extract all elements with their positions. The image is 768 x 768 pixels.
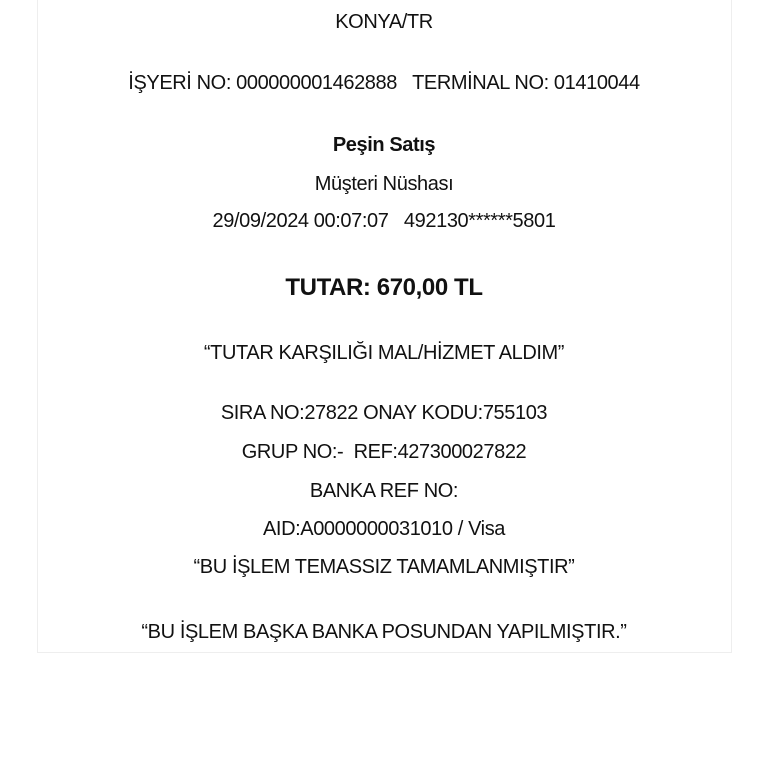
aid: AID:A0000000031010 / Visa [262, 518, 506, 540]
sequence-approval: SIRA NO:27822 ONAY KODU:755103 [220, 402, 548, 424]
acknowledgement: “TUTAR KARŞILIĞI MAL/HİZMET ALDIM” [203, 342, 565, 364]
bank-ref: BANKA REF NO: [309, 480, 459, 502]
other-bank-note: “BU İŞLEM BAŞKA BANKA POSUNDAN YAPILMIŞTIR.” [141, 621, 627, 643]
city: KONYA/TR [335, 11, 433, 33]
merchant-terminal-numbers: İŞYERİ NO: 000000001462888 TERMİNAL NO: 01410044 [128, 72, 640, 94]
amount: TUTAR: 670,00 TL [285, 274, 483, 301]
datetime-card-number: 29/09/2024 00:07:07 492130******5801 [212, 210, 556, 232]
transaction-type: Peşin Satış [332, 134, 436, 156]
group-ref: GRUP NO:- REF:427300027822 [241, 441, 527, 463]
copy-type: Müşteri Nüshası [314, 173, 454, 195]
contactless-note: “BU İŞLEM TEMASSIZ TAMAMLANMIŞTIR” [193, 556, 575, 578]
